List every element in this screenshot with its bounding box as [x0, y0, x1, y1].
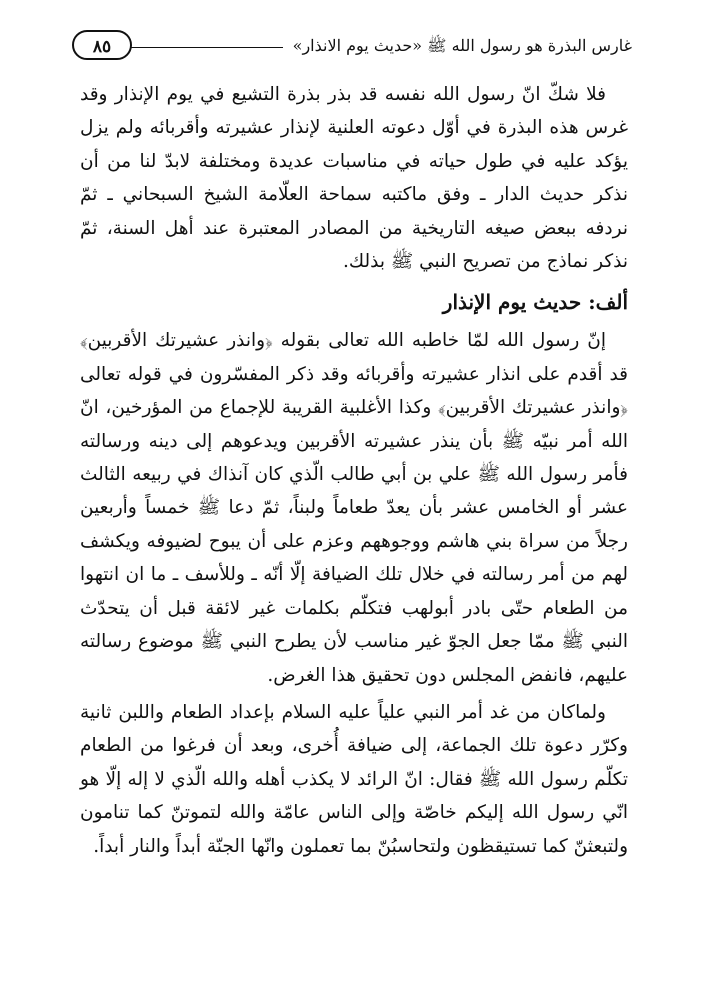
paragraph: فلا شكّ انّ رسول الله نفسه قد بذر بذرة التشيع في يوم الإنذار وقد غرس هذه البذرة في أوّل دعوته العلنية لإنذار عشيرته وأقربائه ولم يزل يؤكد عليه في طول حياته في مناسبات عديدة ومختلفة لابدّ لنا من أن نذكر حديث الدار ـ وفق ماكتبه سماحة العلّامة الشيخ السبحاني ـ ثمّ نردفه ببعض صيغه التاريخية من المصادر المعتبرة عند أهل السنة، ثمّ نذكر نماذج من تصريح النبي ﷺ بذلك.	[80, 84, 628, 273]
page-header	[72, 30, 632, 66]
running-head: غارس البذرة هو رسول الله ﷺ «حديث يوم الانذار»	[283, 32, 632, 60]
paragraph: ولماكان من غد أمر النبي علياً عليه السلام بإعداد الطعام واللبن ثانية وكرّر دعوة تلك الجماعة، إلى ضيافة أُخرى، وبعد أن فرغوا من الطعام تكلّم رسول الله ﷺ فقال: انّ الرائد لا يكذب أهله والله الّذي لا إله إلّا هو انّي رسول الله إليكم خاصّة وإلى الناس عامّة والله لتموتنّ كما تنامون ولتبعثنّ كما تستيقظون ولتحاسبُنّ بما تعملون وانّها الجنّة أبداً والنار أبداً.	[80, 701, 628, 857]
section-heading: ألف: حديث يوم الإنذار	[442, 290, 628, 315]
body-text	[80, 78, 628, 863]
page-number: ٨٥	[72, 30, 132, 60]
paragraph: إنّ رسول الله لمّا خاطبه الله تعالى بقوله ﴿وانذر عشيرتك الأقربين﴾ قد أقدم على انذار عشيرته وأقربائه وقد ذكر المفسّرون في قوله تعالى ﴿وانذر عشيرتك الأقربين﴾ وكذا الأغلبية القريبة للإجماع من المؤرخين، انّ الله أمر نبيّه ﷺ بأن ينذر عشيرته الأقربين ويدعوهم إلى دينه ورسالته فأمر رسول الله ﷺ علي بن أبي طالب الّذي كان آنذاك في ربيعه الثالث عشر أو الخامس عشر بأن يعدّ طعاماً ولبناً، ثمّ دعا ﷺ خمساً وأربعين رجلاً من سراة بني هاشم ووجوههم وعزم على أن يبوح لضيوفه ويكشف لهم من أمر رسالته في خلال تلك الضيافة إلّا أنّه ـ وللأسف ـ ما ان انتهوا من الطعام حتّى بادر أبولهب فتكلّم بكلمات غير لائقة قبل أن يتحدّث النبي ﷺ ممّا جعل الجوّ غير مناسب لأن يطرح النبي ﷺ موضوع رسالته عليهم، فانفض المجلس دون تحقيق هذا الغرض.	[80, 330, 628, 686]
